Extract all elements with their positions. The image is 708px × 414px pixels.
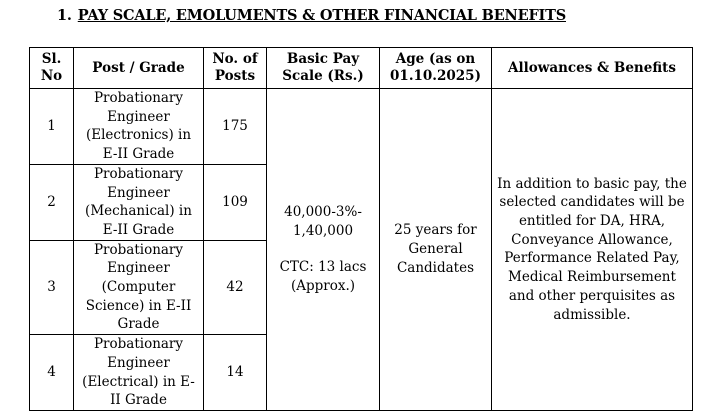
cell-basic-pay: 40,000-3%- 1,40,000 CTC: 13 lacs (Approx.) bbox=[267, 89, 380, 411]
cell-posts: 175 bbox=[204, 89, 267, 165]
cell-sl: 1 bbox=[30, 89, 74, 165]
cell-allowances: In addition to basic pay, the selected candidates will be entitled for DA, HRA, Conveyance Allowance, Performance Related Pay, Medical Reimbursement and other perquisites as admissible. bbox=[492, 89, 693, 411]
cell-sl: 2 bbox=[30, 164, 74, 240]
cell-sl: 4 bbox=[30, 335, 74, 411]
section-number: 1. bbox=[57, 7, 72, 24]
cell-posts: 109 bbox=[204, 164, 267, 240]
cell-posts: 42 bbox=[204, 240, 267, 335]
header-post-grade: Post / Grade bbox=[74, 48, 204, 89]
header-basic-pay: Basic Pay Scale (Rs.) bbox=[267, 48, 380, 89]
header-sl-no: Sl. No bbox=[30, 48, 74, 89]
cell-post: Probationary Engineer (Mechanical) in E-II Grade bbox=[74, 164, 204, 240]
cell-post: Probationary Engineer (Electronics) in E-II Grade bbox=[74, 89, 204, 165]
cell-posts: 14 bbox=[204, 335, 267, 411]
cell-sl: 3 bbox=[30, 240, 74, 335]
table-row bbox=[30, 89, 693, 165]
section-heading bbox=[57, 7, 566, 24]
cell-post: Probationary Engineer (Computer Science) in E-II Grade bbox=[74, 240, 204, 335]
header-allowances: Allowances & Benefits bbox=[492, 48, 693, 89]
header-no-of-posts: No. of Posts bbox=[204, 48, 267, 89]
header-age: Age (as on 01.10.2025) bbox=[380, 48, 492, 89]
pay-scale-table bbox=[29, 47, 693, 411]
cell-post: Probationary Engineer (Electrical) in E-II Grade bbox=[74, 335, 204, 411]
section-title: PAY SCALE, EMOLUMENTS & OTHER FINANCIAL BENEFITS bbox=[77, 7, 566, 24]
table-header-row bbox=[30, 48, 693, 89]
cell-age: 25 years for General Candidates bbox=[380, 89, 492, 411]
